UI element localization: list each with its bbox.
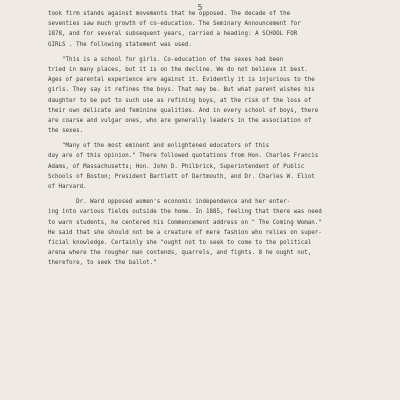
paragraph <box>48 141 394 192</box>
text-line: took firm stands against movements that he opposed. The decade of the <box>48 11 291 17</box>
text-line: "This is a school for girls. Co-education of the sexes had been <box>48 56 284 63</box>
text-line: girls. They say it refines the boys. That may be. But what parent wishes his <box>48 87 315 94</box>
text-line: their own delicate and feminine qualities. And in every school of boys, there <box>48 107 319 114</box>
text-line: arena where the rougher man contends, quarrels, and fights. 8 he ought not, <box>48 250 312 257</box>
text-line: tried in many places, but it is on the decline. We do not believe it best. <box>48 66 308 73</box>
page-number: 5 <box>197 3 203 12</box>
text-line: GIRLS . The following statement was used. <box>48 41 192 48</box>
text-line: Dr. Ward opposed women's economic independence and her enter- <box>48 199 291 206</box>
text-line: to warn students, he centered his Commencement address on " The Coming Woman." <box>48 219 322 226</box>
text-line: Ages of parental experience are against it. Evidently it is injurious to the <box>48 77 315 84</box>
text-line: therefore, to seek the ballot." <box>48 260 157 267</box>
text-line: of Harvard. <box>48 184 87 190</box>
paragraph <box>48 197 394 268</box>
text-line: day are of this opinion." There followed quotations from Hon. Charles Francis <box>48 153 319 160</box>
text-line: "Many of the most eminent and enlightened educators of this <box>48 143 270 150</box>
text-line: daughter to be put to such use as refining boys, at the risk of the loss of <box>48 97 312 104</box>
text-line: the sexes. <box>48 128 84 135</box>
paragraph <box>48 9 394 50</box>
document-body <box>48 9 394 269</box>
text-line: are coarse and vulgar ones, who are generally leaders in the association of <box>48 117 312 124</box>
text-line: ficial knowledge. Certainly she "ought not to seek to come to the political <box>48 239 312 246</box>
text-line: ing into various fields outside the home. In 1885, feeling that there was need <box>48 209 322 216</box>
text-line: Adams, of Massachusetts; Hon. John D. Philbrick, Superintendent of Public <box>48 163 305 170</box>
paragraph <box>48 55 394 137</box>
text-line: seventies saw much growth of co-education. The Seminary Announcement for <box>48 21 301 28</box>
text-line: Schools of Boston; President Bartlett of Dartmouth, and Dr. Charles W. Eliot <box>48 173 315 180</box>
text-line: 1878, and for several subsequent years, carried a heading: A SCHOOL FOR <box>48 31 298 38</box>
text-line: He said that she should not be a creature of mere fashion who relies on super- <box>48 229 322 236</box>
